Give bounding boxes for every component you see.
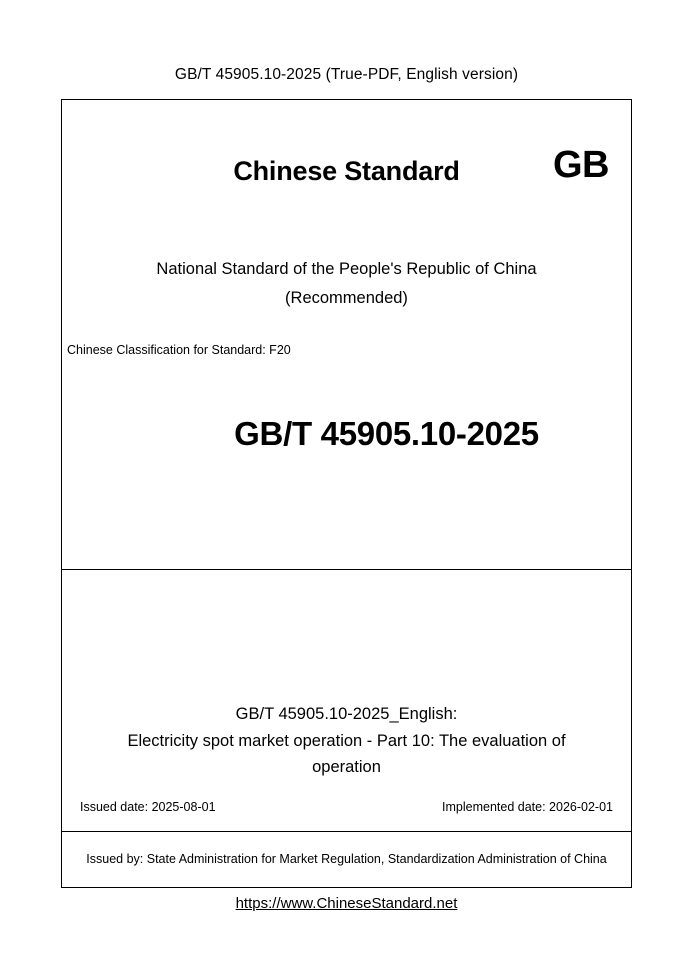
issued-by-text: Issued by: State Administration for Market Regulation, Standardization Administration of China (86, 852, 607, 867)
classification-code: Chinese Classification for Standard: F20 (67, 343, 291, 357)
cover-middle-panel (62, 570, 631, 832)
standard-number: GB/T 45905.10-2025 (234, 415, 539, 452)
implemented-date: Implemented date: 2026-02-01 (442, 800, 613, 814)
dates-row (62, 800, 631, 814)
english-title-line-1: GB/T 45905.10-2025_English: (235, 705, 458, 723)
cover-frame (61, 99, 632, 888)
gb-logo: GB (553, 144, 609, 186)
issued-date: Issued date: 2025-08-01 (80, 800, 216, 814)
english-title-block (62, 701, 631, 781)
english-title-line-2: Electricity spot market operation - Part 10: The evaluation of (127, 731, 566, 750)
national-standard-line-1: National Standard of the People's Republic of China (156, 260, 537, 278)
cover-top-panel (62, 100, 631, 570)
cover-bottom-panel (62, 832, 631, 887)
site-url-link[interactable]: https://www.ChineseStandard.net (235, 895, 458, 912)
national-standard-line-2: (Recommended) (285, 288, 408, 307)
page-title: Chinese Standard (233, 156, 460, 186)
document-header-label: GB/T 45905.10-2025 (True-PDF, English version) (174, 66, 519, 83)
english-title-line-3: operation (312, 758, 381, 777)
national-standard-text (62, 255, 631, 313)
